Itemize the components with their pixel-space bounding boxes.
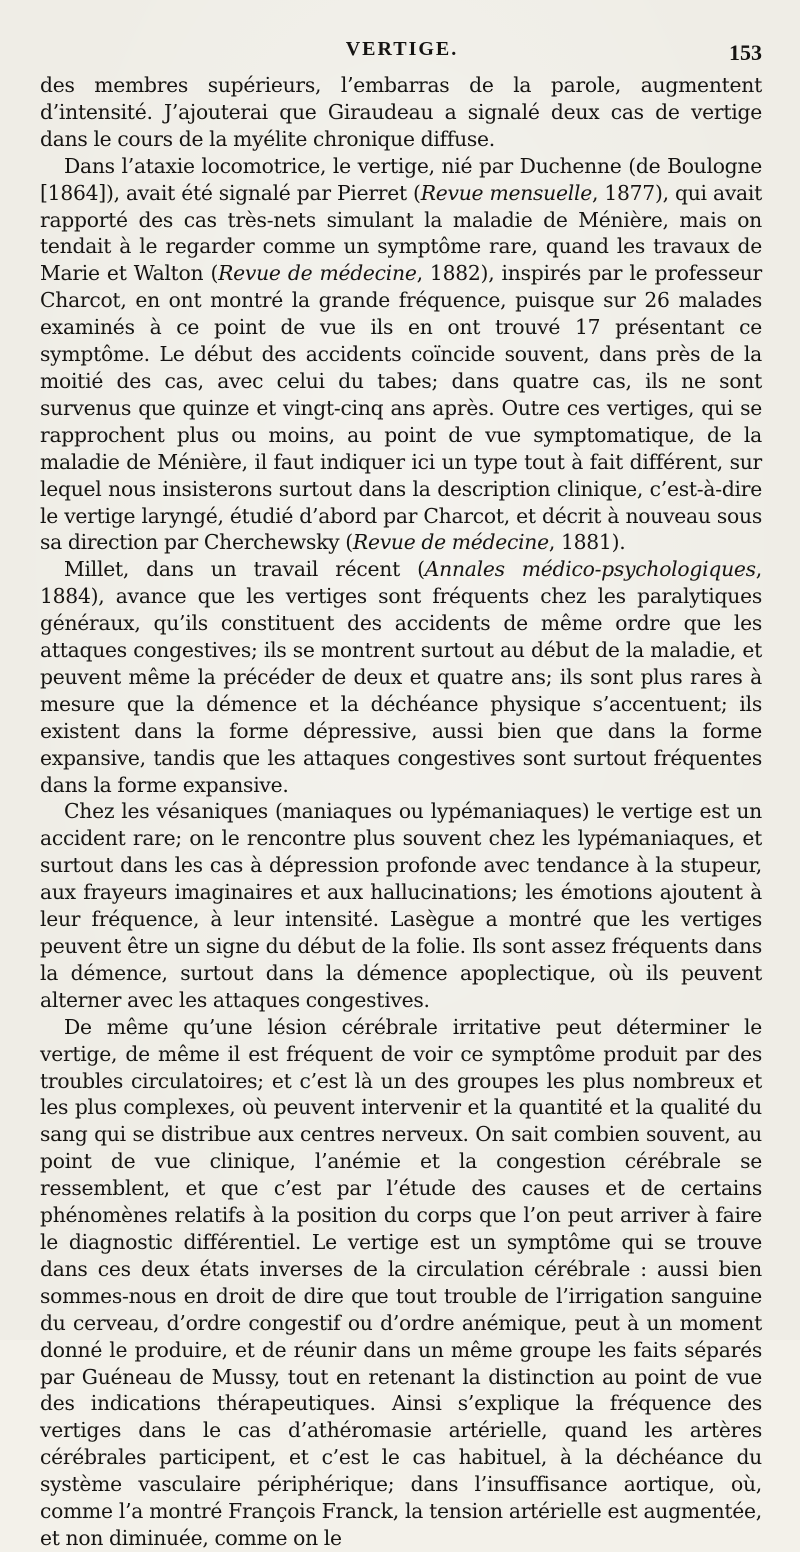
paragraph-continuation — [40, 72, 762, 153]
text-segment: De même qu’une lésion cérébrale irritative peut déterminer le vertige, de même il est fréquent de voir ce symptôme produit par des troubles circulatoires; et c’est là un des groupes les plus nombreux et les plus complexes, où peuvent intervenir et la quantité et la qualité du sang qui se distribue aux centres nerveux. On sait combien souvent, au point de vue clinique, l’anémie et la congestion cérébrale se ressemblent, et que c’est par l’étude des causes et de certains phénomènes relatifs à la position du corps que l’on peut arriver à faire le diagnostic différentiel. Le vertige est un symptôme qui se trouve dans ces deux états inverses de la circulation cérébrale : aussi bien sommes-nous en droit de dire que tout trouble de l’irrigation sanguine du cerveau, d’ordre congestif ou d’ordre anémique, peut à un moment donné le produire, et de réunir dans un même groupe les faits séparés par Guéneau de Mussy, tout en retenant la distinction au point de vue des indications thérapeutiques. Ainsi s’explique la fréquence des vertiges dans le cas d’athéromasie artérielle, quand les artères cérébrales participent, et c’est le cas habituel, à la déchéance du système vasculaire périphérique; dans l’insuffisance aortique, où, comme l’a montré François Franck, la tension artérielle est augmentée, et non diminuée, comme on le — [40, 1014, 762, 1550]
text-segment: , 1881). — [548, 530, 626, 555]
page-header — [40, 38, 764, 68]
running-title: VERTIGE. — [345, 38, 459, 60]
citation-title: Revue mensuelle — [420, 180, 592, 205]
citation-title: Annales médico-psychologiques — [424, 557, 756, 582]
paragraph-circulation — [40, 1014, 762, 1552]
paragraph-ataxie — [40, 153, 762, 557]
text-segment: , 1882), inspirés par le professeur Charcot, en ont montré la grande fréquence, puisque sur 26 malades examinés à ce point de vue ils en ont trouvé 17 présentant ce symptôme. Le début des accidents coïncide souvent, dans près de la moitié des cas, avec celui du tabes; dans quatre cas, ils ne sont survenus que quinze et vingt-cinq ans après. Outre ces vertiges, qui se rapprochent plus ou moins, au point de vue symptomatique, de la maladie de Ménière, il faut indiquer ici un type tout à fait différent, sur lequel nous insisterons surtout dans la description clinique, c’est-à-dire le vertige laryngé, étudié d’abord par Charcot, et décrit à nouveau sous sa direction par Cherchewsky ( — [40, 261, 763, 555]
text-segment: Chez les vésaniques (maniaques ou lypémaniaques) le vertige est un accident rare; on le rencontre plus souvent chez les lypémaniaques, et surtout dans les cas à dépression profonde avec tendance à la stupeur, aux frayeurs imaginaires et aux hallucinations; les émotions ajoutent à leur fréquence, à leur intensité. Lasègue a montré que les vertiges peuvent être un signe du début de la folie. Ils sont assez fréquents dans la démence, surtout dans la démence apoplectique, où ils peuvent alterner avec les attaques congestives. — [40, 799, 762, 1012]
citation-title: Revue de médecine — [352, 530, 549, 555]
paragraph-millet — [40, 556, 762, 798]
text-segment: , 1877), qui avait rapporté des cas très-nets simulant la maladie de Ménière, mais on tendait à le regarder comme un symptôme rare, quand les travaux de Marie et Walton ( — [40, 180, 763, 286]
text-segment: Millet, dans un travail récent ( — [64, 557, 425, 582]
citation-title: Revue de médecine — [218, 261, 417, 286]
text-segment: , 1884), avance que les vertiges sont fréquents chez les paralytiques généraux, qu’ils constituent des accidents de même ordre que les attaques congestives; ils se montrent surtout au début de la maladie, et peuvent même la précéder de deux et quatre ans; ils sont plus rares à mesure que la démence et la déchéance physique s’accentuent; ils existent dans la forme dépressive, aussi bien que dans la forme expansive, tandis que les attaques congestives sont surtout fréquentes dans la forme expansive. — [40, 557, 762, 797]
body-text — [40, 72, 762, 1552]
text-segment: Dans l’ataxie locomotrice, le vertige, nié par Duchenne (de Boulogne [1864]), avait été signalé par Pierret ( — [40, 153, 762, 205]
page-number: 153 — [729, 40, 762, 65]
text-segment: des membres supérieurs, l’embarras de la parole, augmentent d’intensité. J’ajouterai que Giraudeau a signalé deux cas de vertige dans le cours de la myélite chronique diffuse. — [40, 73, 762, 151]
paragraph-vesaniques — [40, 798, 762, 1013]
